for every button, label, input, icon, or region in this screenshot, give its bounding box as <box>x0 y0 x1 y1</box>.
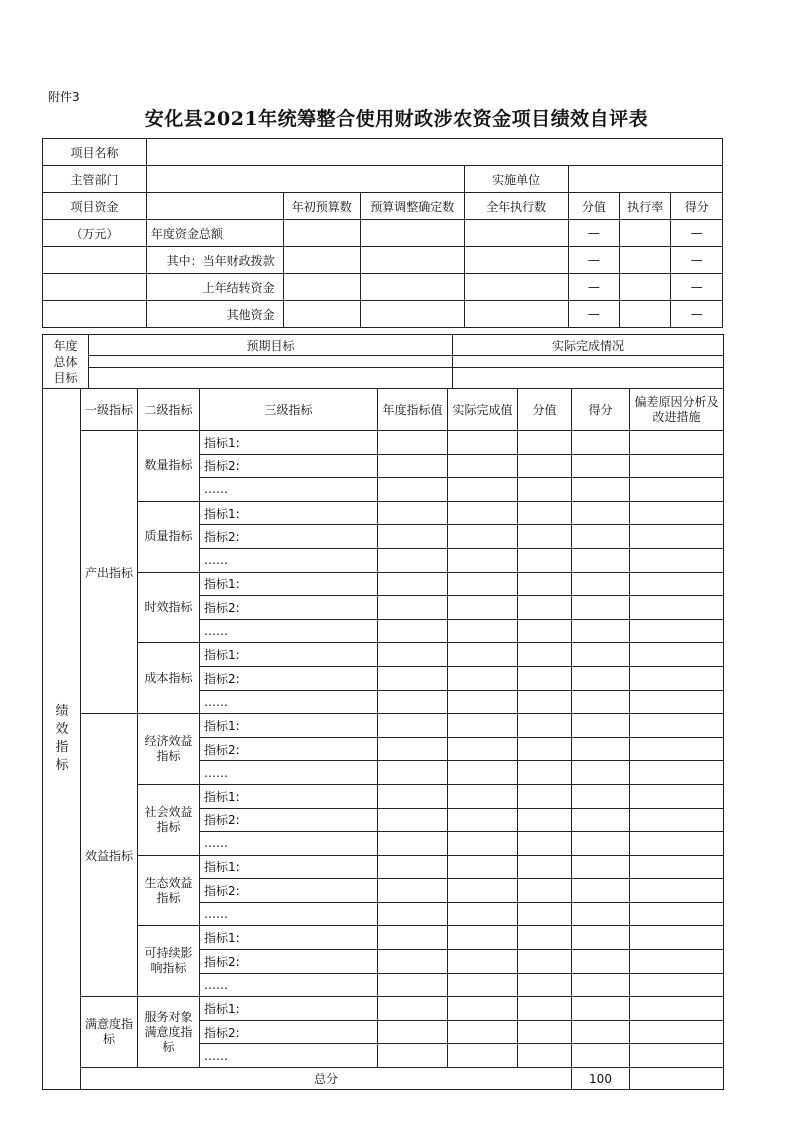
table-cell[interactable] <box>572 737 630 761</box>
cell[interactable] <box>360 301 464 328</box>
table-cell[interactable] <box>630 950 724 974</box>
fund-row-label: 其中：当年财政拨款 <box>146 247 283 274</box>
table-cell[interactable] <box>630 619 724 643</box>
level1-benefit: 效益指标 <box>81 714 138 997</box>
table-cell[interactable] <box>572 902 630 926</box>
table-cell[interactable] <box>572 950 630 974</box>
table-cell[interactable] <box>630 525 724 549</box>
table-cell[interactable] <box>378 808 448 832</box>
table-cell[interactable] <box>572 525 630 549</box>
table-cell[interactable] <box>378 525 448 549</box>
table-cell[interactable] <box>630 548 724 572</box>
table-cell[interactable] <box>518 973 572 997</box>
cell[interactable] <box>620 301 671 328</box>
table-cell[interactable] <box>572 879 630 903</box>
cell[interactable] <box>283 301 360 328</box>
expected-goal-value[interactable] <box>89 368 453 389</box>
table-cell[interactable] <box>630 808 724 832</box>
funds-label: 项目资金 <box>43 193 147 220</box>
indicator-etc[interactable]: …… <box>200 548 378 572</box>
indicator-etc[interactable]: …… <box>200 832 378 856</box>
goals-label-line: 目标 <box>53 370 78 385</box>
table-cell[interactable] <box>630 737 724 761</box>
indicator-1[interactable]: 指标1: <box>200 714 378 738</box>
table-cell[interactable] <box>518 950 572 974</box>
table-cell[interactable] <box>518 761 572 785</box>
impl-unit-value[interactable] <box>568 166 722 193</box>
cell[interactable] <box>360 274 464 301</box>
table-cell[interactable] <box>572 619 630 643</box>
header-exec-rate: 执行率 <box>620 193 671 220</box>
dash: — <box>671 274 723 301</box>
table-cell[interactable] <box>518 666 572 690</box>
cell[interactable] <box>360 247 464 274</box>
cell <box>43 274 147 301</box>
cell[interactable] <box>360 220 464 247</box>
table-cell[interactable] <box>378 643 448 667</box>
table-cell[interactable] <box>572 714 630 738</box>
table-cell[interactable] <box>448 761 518 785</box>
header-deviation: 偏差原因分析及改进措施 <box>630 389 724 431</box>
total-label: 总分 <box>81 1068 572 1090</box>
table-cell[interactable] <box>518 926 572 950</box>
table-cell[interactable] <box>572 501 630 525</box>
total-score: 100 <box>572 1068 630 1090</box>
table-cell[interactable] <box>518 596 572 620</box>
table-cell[interactable] <box>572 997 630 1021</box>
level1-satisfaction: 满意度指标 <box>81 997 138 1068</box>
cell <box>43 301 147 328</box>
indicator-etc[interactable]: …… <box>200 902 378 926</box>
table-cell[interactable] <box>518 737 572 761</box>
table-cell[interactable] <box>448 714 518 738</box>
level2-ecological: 生态效益指标 <box>138 855 200 926</box>
fund-row-label: 其他资金 <box>146 301 283 328</box>
table-cell[interactable] <box>572 926 630 950</box>
table-cell[interactable] <box>630 1044 724 1068</box>
actual-goal-value[interactable] <box>453 356 724 368</box>
header-level2: 二级指标 <box>138 389 200 431</box>
table-cell[interactable] <box>630 643 724 667</box>
table-cell[interactable] <box>378 926 448 950</box>
indicator-2[interactable]: 指标2: <box>200 808 378 832</box>
table-cell[interactable] <box>572 1020 630 1044</box>
table-cell[interactable] <box>448 1044 518 1068</box>
indicator-1[interactable]: 指标1: <box>200 997 378 1021</box>
table-cell[interactable] <box>518 1020 572 1044</box>
table-cell[interactable] <box>378 666 448 690</box>
project-name-label: 项目名称 <box>43 139 147 166</box>
indicator-1[interactable]: 指标1: <box>200 572 378 596</box>
table-cell[interactable] <box>448 548 518 572</box>
table-cell[interactable] <box>518 572 572 596</box>
level2-timeliness: 时效指标 <box>138 572 200 643</box>
table-cell[interactable] <box>630 1020 724 1044</box>
table-cell[interactable] <box>378 761 448 785</box>
table-cell[interactable] <box>448 478 518 502</box>
dash: — <box>568 220 619 247</box>
table-cell[interactable] <box>448 643 518 667</box>
table-cell[interactable] <box>630 784 724 808</box>
indicator-2[interactable]: 指标2: <box>200 525 378 549</box>
table-cell[interactable] <box>448 431 518 455</box>
indicator-2[interactable]: 指标2: <box>200 454 378 478</box>
table-cell[interactable] <box>630 973 724 997</box>
total-earned[interactable] <box>630 1068 724 1090</box>
table-cell[interactable] <box>572 1044 630 1068</box>
table-cell[interactable] <box>378 596 448 620</box>
table-cell[interactable] <box>572 761 630 785</box>
table-cell[interactable] <box>378 454 448 478</box>
header-actual-value: 实际完成值 <box>448 389 518 431</box>
level2-economic: 经济效益指标 <box>138 714 200 785</box>
table-cell[interactable] <box>448 997 518 1021</box>
table-cell[interactable] <box>518 548 572 572</box>
table-cell[interactable] <box>630 855 724 879</box>
header-annual-value: 年度指标值 <box>378 389 448 431</box>
table-cell[interactable] <box>572 666 630 690</box>
table-cell[interactable] <box>448 784 518 808</box>
table-cell[interactable] <box>448 666 518 690</box>
expected-goal-header: 预期目标 <box>89 335 453 356</box>
table-cell[interactable] <box>630 690 724 714</box>
cell[interactable] <box>464 247 568 274</box>
table-cell[interactable] <box>378 1044 448 1068</box>
table-cell[interactable] <box>378 690 448 714</box>
table-cell[interactable] <box>630 431 724 455</box>
header-score: 得分 <box>572 389 630 431</box>
table-cell[interactable] <box>572 548 630 572</box>
actual-goal-header: 实际完成情况 <box>453 335 724 356</box>
perf-section-label: 绩效指标 <box>43 389 81 1090</box>
dash: — <box>671 220 723 247</box>
table-cell[interactable] <box>518 784 572 808</box>
project-info-table <box>42 138 723 328</box>
table-cell[interactable] <box>378 714 448 738</box>
cell[interactable] <box>283 220 360 247</box>
table-cell[interactable] <box>448 525 518 549</box>
goals-label-line: 总体 <box>53 354 78 369</box>
dept-label: 主管部门 <box>43 166 147 193</box>
impl-unit-label: 实施单位 <box>464 166 568 193</box>
table-cell[interactable] <box>378 501 448 525</box>
cell[interactable] <box>620 220 671 247</box>
indicator-etc[interactable]: …… <box>200 973 378 997</box>
indicator-1[interactable]: 指标1: <box>200 501 378 525</box>
table-cell[interactable] <box>448 950 518 974</box>
table-cell[interactable] <box>518 690 572 714</box>
table-cell[interactable] <box>572 808 630 832</box>
table-cell[interactable] <box>518 879 572 903</box>
level2-quantity: 数量指标 <box>138 431 200 502</box>
attachment-label: 附件3 <box>48 90 80 104</box>
indicator-1[interactable]: 指标1: <box>200 431 378 455</box>
indicator-1[interactable]: 指标1: <box>200 926 378 950</box>
dash: — <box>568 301 619 328</box>
table-cell[interactable] <box>518 832 572 856</box>
table-cell[interactable] <box>378 572 448 596</box>
indicator-2[interactable]: 指标2: <box>200 1020 378 1044</box>
table-cell[interactable] <box>518 902 572 926</box>
dash: — <box>568 247 619 274</box>
table-cell[interactable] <box>378 855 448 879</box>
table-cell[interactable] <box>378 619 448 643</box>
table-cell[interactable] <box>448 973 518 997</box>
table-cell[interactable] <box>518 525 572 549</box>
page-title: 安化县2021年统筹整合使用财政涉农资金项目绩效自评表 <box>144 108 649 130</box>
table-cell[interactable] <box>378 902 448 926</box>
table-cell[interactable] <box>630 501 724 525</box>
table-cell[interactable] <box>518 454 572 478</box>
indicator-2[interactable]: 指标2: <box>200 596 378 620</box>
table-cell[interactable] <box>378 784 448 808</box>
cell <box>43 247 147 274</box>
table-cell[interactable] <box>572 784 630 808</box>
table-cell[interactable] <box>630 761 724 785</box>
table-cell[interactable] <box>630 666 724 690</box>
dash: — <box>671 247 723 274</box>
table-cell[interactable] <box>448 855 518 879</box>
table-cell[interactable] <box>378 879 448 903</box>
level2-quality: 质量指标 <box>138 501 200 572</box>
table-cell[interactable] <box>572 855 630 879</box>
table-cell[interactable] <box>572 596 630 620</box>
table-cell[interactable] <box>572 431 630 455</box>
indicator-1[interactable]: 指标1: <box>200 643 378 667</box>
table-cell[interactable] <box>630 454 724 478</box>
table-cell[interactable] <box>518 431 572 455</box>
table-cell[interactable] <box>518 855 572 879</box>
funds-blank <box>146 193 283 220</box>
table-cell[interactable] <box>448 832 518 856</box>
dash: — <box>671 301 723 328</box>
indicator-etc[interactable]: …… <box>200 690 378 714</box>
table-cell[interactable] <box>630 902 724 926</box>
indicator-etc[interactable]: …… <box>200 1044 378 1068</box>
header-level1: 一级指标 <box>81 389 138 431</box>
level1-output: 产出指标 <box>81 431 138 714</box>
dept-value[interactable] <box>146 166 464 193</box>
table-cell[interactable] <box>572 973 630 997</box>
table-cell[interactable] <box>378 737 448 761</box>
indicator-2[interactable]: 指标2: <box>200 666 378 690</box>
header-level3: 三级指标 <box>200 389 378 431</box>
performance-table <box>42 388 724 1090</box>
indicator-1[interactable]: 指标1: <box>200 855 378 879</box>
table-cell[interactable] <box>448 501 518 525</box>
table-cell[interactable] <box>630 997 724 1021</box>
level2-cost: 成本指标 <box>138 643 200 714</box>
cell[interactable] <box>464 301 568 328</box>
table-cell[interactable] <box>378 1020 448 1044</box>
goals-label <box>43 335 89 389</box>
dash: — <box>568 274 619 301</box>
goals-table <box>42 334 724 389</box>
expected-goal-value[interactable] <box>89 356 453 368</box>
header-adjusted: 预算调整确定数 <box>360 193 464 220</box>
indicator-etc[interactable]: …… <box>200 619 378 643</box>
table-cell[interactable] <box>630 714 724 738</box>
table-cell[interactable] <box>572 478 630 502</box>
table-cell[interactable] <box>518 478 572 502</box>
indicator-1[interactable]: 指标1: <box>200 784 378 808</box>
actual-goal-value[interactable] <box>453 368 724 389</box>
table-cell[interactable] <box>448 879 518 903</box>
cell[interactable] <box>283 247 360 274</box>
table-cell[interactable] <box>630 879 724 903</box>
header-executed: 全年执行数 <box>464 193 568 220</box>
table-cell[interactable] <box>448 690 518 714</box>
indicator-2[interactable]: 指标2: <box>200 879 378 903</box>
cell[interactable] <box>620 247 671 274</box>
table-cell[interactable] <box>630 596 724 620</box>
table-cell[interactable] <box>448 926 518 950</box>
indicator-2[interactable]: 指标2: <box>200 737 378 761</box>
indicator-etc[interactable]: …… <box>200 478 378 502</box>
goals-label-line: 年度 <box>53 338 78 353</box>
table-cell[interactable] <box>630 926 724 950</box>
table-cell[interactable] <box>448 572 518 596</box>
table-cell[interactable] <box>448 737 518 761</box>
header-budget: 年初预算数 <box>283 193 360 220</box>
table-cell[interactable] <box>572 832 630 856</box>
table-cell[interactable] <box>378 548 448 572</box>
project-name-value[interactable] <box>146 139 722 166</box>
fund-row-label: 上年结转资金 <box>146 274 283 301</box>
level2-service-satisfaction: 服务对象满意度指标 <box>138 997 200 1068</box>
table-cell[interactable] <box>518 619 572 643</box>
table-cell[interactable] <box>518 714 572 738</box>
table-cell[interactable] <box>572 454 630 478</box>
level2-sustainable: 可持续影响指标 <box>138 926 200 997</box>
table-cell[interactable] <box>378 832 448 856</box>
table-cell[interactable] <box>572 643 630 667</box>
table-cell[interactable] <box>378 431 448 455</box>
table-cell[interactable] <box>518 643 572 667</box>
cell[interactable] <box>464 220 568 247</box>
table-cell[interactable] <box>518 1044 572 1068</box>
table-cell[interactable] <box>448 808 518 832</box>
table-cell[interactable] <box>448 596 518 620</box>
table-cell[interactable] <box>630 478 724 502</box>
unit-label: （万元） <box>43 220 147 247</box>
table-cell[interactable] <box>630 832 724 856</box>
table-cell[interactable] <box>378 950 448 974</box>
cell[interactable] <box>464 274 568 301</box>
cell[interactable] <box>283 274 360 301</box>
table-cell[interactable] <box>630 572 724 596</box>
header-score: 得分 <box>671 193 723 220</box>
table-cell[interactable] <box>572 572 630 596</box>
indicator-2[interactable]: 指标2: <box>200 950 378 974</box>
table-cell[interactable] <box>448 619 518 643</box>
indicator-etc[interactable]: …… <box>200 761 378 785</box>
table-cell[interactable] <box>518 501 572 525</box>
table-cell[interactable] <box>448 1020 518 1044</box>
header-points: 分值 <box>518 389 572 431</box>
table-cell[interactable] <box>518 808 572 832</box>
level2-social: 社会效益指标 <box>138 784 200 855</box>
table-cell[interactable] <box>448 454 518 478</box>
table-cell[interactable] <box>378 997 448 1021</box>
fund-row-label: 年度资金总额 <box>146 220 283 247</box>
header-score-value: 分值 <box>568 193 619 220</box>
table-cell[interactable] <box>518 997 572 1021</box>
table-cell[interactable] <box>448 902 518 926</box>
table-cell[interactable] <box>378 478 448 502</box>
table-cell[interactable] <box>572 690 630 714</box>
cell[interactable] <box>620 274 671 301</box>
table-cell[interactable] <box>378 973 448 997</box>
